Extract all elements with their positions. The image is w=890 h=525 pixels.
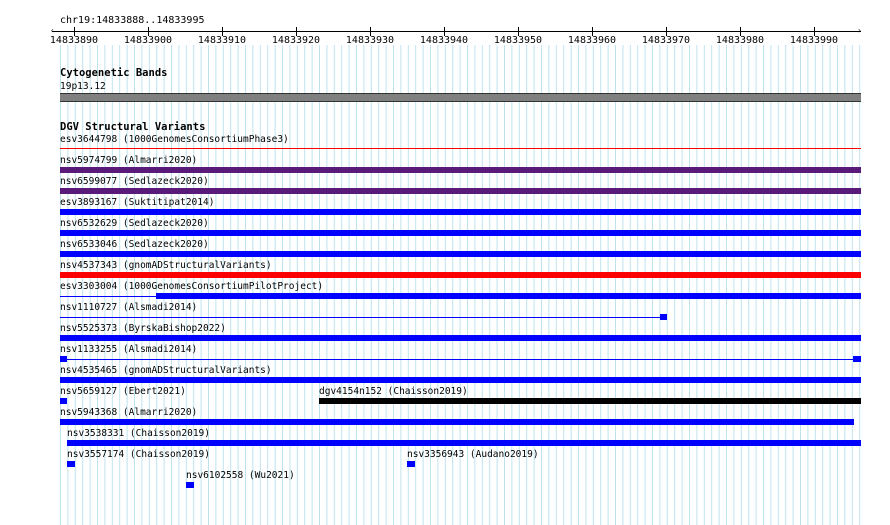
feature-line[interactable] [60,296,156,297]
feature-label: esv3644798 (1000GenomesConsortiumPhase3) [60,134,289,145]
feature-label: nsv1133255 (Alsmadi2014) [60,344,198,355]
feature-bar[interactable] [60,209,861,215]
feature-label: nsv6102558 (Wu2021) [186,470,295,481]
feature-label: nsv6599077 (Sedlazeck2020) [60,176,209,187]
feature-label: esv3303004 (1000GenomesConsortiumPilotProject) [60,281,324,292]
ruler-tick-label: 14833900 [123,35,173,46]
ruler-tick-label: 14833980 [715,35,765,46]
ruler-tick-label: 14833950 [493,35,543,46]
feature-label: dgv4154n152 (Chaisson2019) [319,386,468,397]
feature-bar[interactable] [60,419,854,425]
feature-line[interactable] [60,359,861,360]
feature-bar[interactable] [60,335,861,341]
feature-label: nsv4535465 (gnomADStructuralVariants) [60,365,272,376]
feature-bar[interactable] [60,272,861,278]
dgv-track-title: DGV Structural Variants [60,121,206,133]
ruler-tick-label: 14833990 [789,35,839,46]
feature-label: nsv6532629 (Sedlazeck2020) [60,218,209,229]
ruler-tick-label: 14833970 [641,35,691,46]
feature-block[interactable] [407,461,415,467]
feature-block[interactable] [67,461,75,467]
feature-label: nsv6533046 (Sedlazeck2020) [60,239,209,250]
cytoband-bar[interactable] [60,93,861,102]
ruler-left-arrow: ‹ [50,26,55,35]
feature-label: nsv5943368 (Almarri2020) [60,407,198,418]
feature-label: esv3893167 (Suktitipat2014) [60,197,215,208]
feature-label: nsv5525373 (ByrskaBishop2022) [60,323,226,334]
feature-block[interactable] [60,356,67,362]
cytoband-track-title: Cytogenetic Bands [60,67,168,79]
ruler-tick-label: 14833930 [345,35,395,46]
feature-bar[interactable] [319,398,861,404]
feature-bar[interactable] [67,440,861,446]
cytoband-label: 19p13.12 [60,81,106,92]
ruler-tick-label: 14833960 [567,35,617,46]
feature-block[interactable] [186,482,194,488]
feature-label: nsv5974799 (Almarri2020) [60,155,198,166]
feature-bar[interactable] [156,293,861,299]
feature-label: nsv5659127 (Ebert2021) [60,386,186,397]
feature-bar[interactable] [60,377,861,383]
ruler-right-arrow: › [857,26,862,35]
feature-bar[interactable] [60,188,861,194]
feature-label: nsv3557174 (Chaisson2019) [67,449,210,460]
feature-block[interactable] [660,314,667,320]
feature-bar[interactable] [60,167,861,173]
ruler-tick-label: 14833940 [419,35,469,46]
feature-label: nsv3356943 (Audano2019) [407,449,539,460]
ruler-tick-label: 14833920 [271,35,321,46]
ruler-location: chr19:14833888..14833995 [60,15,205,26]
feature-line[interactable] [60,317,661,318]
feature-label: nsv3538331 (Chaisson2019) [67,428,210,439]
feature-block[interactable] [60,398,67,404]
feature-line[interactable] [60,148,861,149]
feature-label: nsv1110727 (Alsmadi2014) [60,302,198,313]
feature-bar[interactable] [60,251,861,257]
feature-label: nsv4537343 (gnomADStructuralVariants) [60,260,272,271]
ruler-tick-label: 14833910 [197,35,247,46]
feature-bar[interactable] [60,230,861,236]
feature-block[interactable] [853,356,861,362]
ruler-tick-label: 14833890 [49,35,99,46]
